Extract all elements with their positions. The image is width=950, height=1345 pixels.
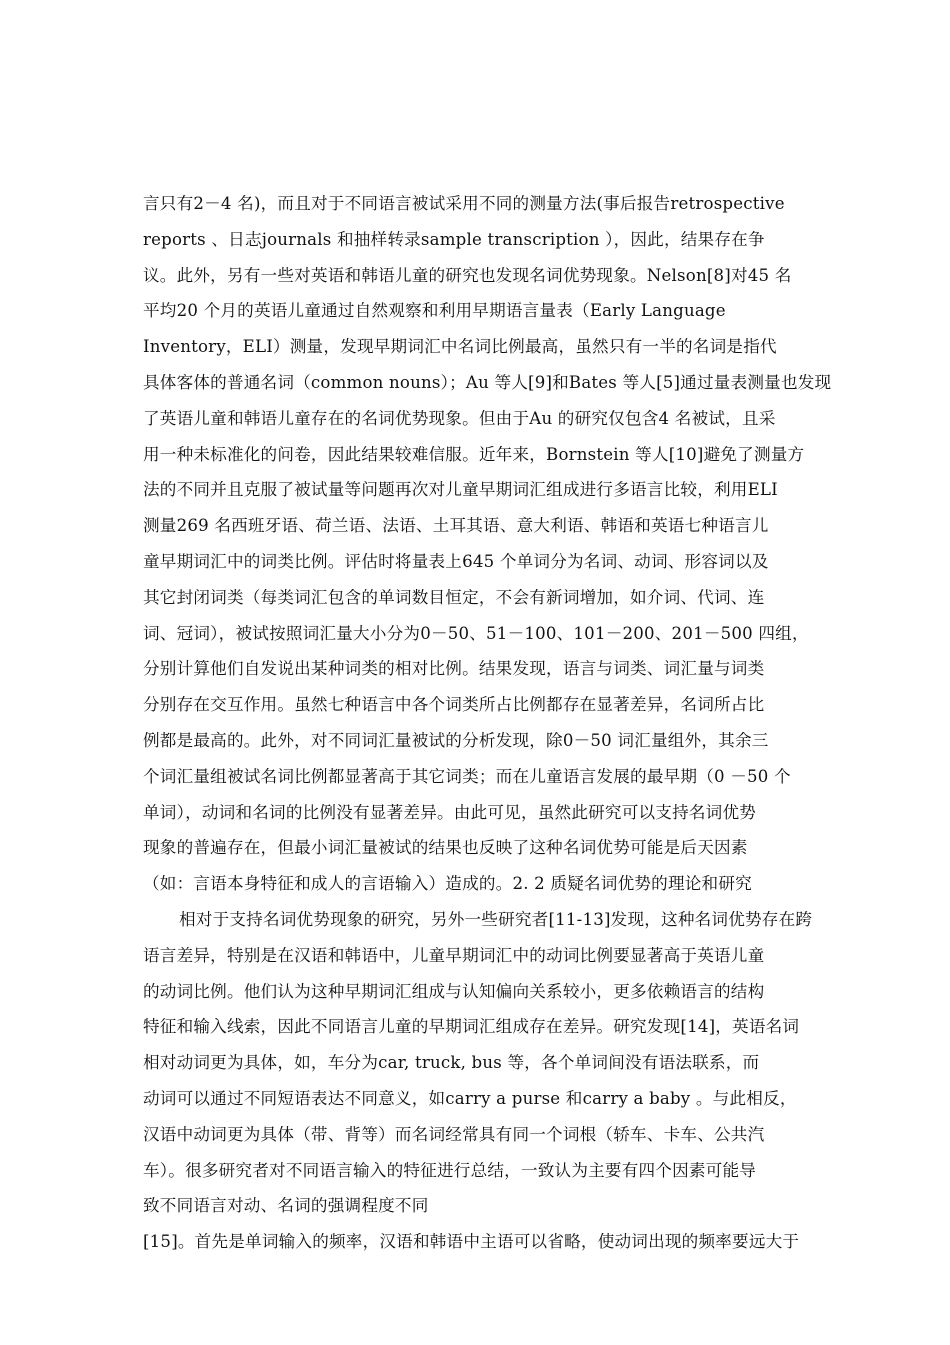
text-line: reports 、日志journals 和抽样转录sample transcription ），因此，结果存在争	[143, 229, 765, 249]
text-line: 法的不同并且克服了被试量等问题再次对儿童早期词汇组成进行多语言比较，利用ELI	[143, 480, 778, 500]
text-line: 其它封闭词类（每类词汇包含的单词数目恒定，不会有新词增加，如介词、代词、连	[143, 587, 765, 607]
text-line: 单词），动词和名词的比例没有显著差异。由此可见，虽然此研究可以支持名词优势	[143, 802, 757, 822]
text-line: 分别存在交互作用。虽然七种语言中各个词类所占比例都存在显著差异，名词所占比	[143, 695, 765, 715]
text-line: 议。此外，另有一些对英语和韩语儿童的研究也发现名词优势现象。Nelson[8]对45 名	[143, 265, 792, 285]
text-line: 车）。很多研究者对不同语言输入的特征进行总结，一致认为主要有四个因素可能导	[143, 1160, 757, 1180]
paragraph-first-line: 相对于支持名词优势现象的研究，另外一些研究者[11-13]发现，这种名词优势存在跨	[179, 909, 813, 929]
text-line: 动词可以通过不同短语表达不同意义，如carry a purse 和carry a baby 。与此相反，	[143, 1088, 797, 1108]
text-line: 个词汇量组被试名词比例都显著高于其它词类；而在儿童语言发展的最早期（0 －50 个	[143, 766, 791, 786]
text-line: 分别计算他们自发说出某种词类的相对比例。结果发现，语言与词类、词汇量与词类	[143, 659, 765, 679]
text-line: 现象的普遍存在，但最小词汇量被试的结果也反映了这种名词优势可能是后天因素	[143, 838, 748, 858]
text-line: Inventory，ELI）测量，发现早期词汇中名词比例最高，虽然只有一半的名词是指代	[143, 337, 777, 357]
text-line: 语言差异，特别是在汉语和韩语中，儿童早期词汇中的动词比例要显著高于英语儿童	[143, 945, 765, 965]
text-line: [15]。首先是单词输入的频率，汉语和韩语中主语可以省略，使动词出现的频率要远大于	[143, 1232, 800, 1252]
text-line: 致不同语言对动、名词的强调程度不同	[143, 1196, 429, 1216]
text-line: 的动词比例。他们认为这种早期词汇组成与认知偏向关系较小，更多依赖语言的结构	[143, 981, 765, 1001]
text-line: （如：言语本身特征和成人的言语输入）造成的。2. 2 质疑名词优势的理论和研究	[143, 874, 752, 894]
body-text	[143, 186, 855, 1260]
text-line: 具体客体的普通名词（common nouns）；Au 等人[9]和Bates 等人[5]通过量表测量也发现	[143, 372, 832, 392]
text-line: 相对动词更为具体，如，车分为car, truck, bus 等，各个单词间没有语法联系，而	[143, 1053, 760, 1073]
text-line: 汉语中动词更为具体（带、背等）而名词经常具有同一个词根（轿车、卡车、公共汽	[143, 1124, 765, 1144]
text-line: 用一种未标准化的问卷，因此结果较难信服。近年来，Bornstein 等人[10]避免了测量方	[143, 444, 805, 464]
text-line: 特征和输入线索，因此不同语言儿童的早期词汇组成存在差异。研究发现[14]，英语名词	[143, 1017, 800, 1037]
text-line: 平均20 个月的英语儿童通过自然观察和利用早期语言量表（Early Language	[143, 301, 726, 321]
text-line: 测量269 名西班牙语、荷兰语、法语、土耳其语、意大利语、韩语和英语七种语言儿	[143, 516, 769, 536]
text-line: 例都是最高的。此外，对不同词汇量被试的分析发现，除0－50 词汇量组外，其余三	[143, 730, 769, 750]
text-line: 童早期词汇中的词类比例。评估时将量表上645 个单词分为名词、动词、形容词以及	[143, 551, 769, 571]
text-line: 词、冠词），被试按照词汇量大小分为0－50、51－100、101－200、201－500 四组，	[143, 623, 809, 643]
text-line: 言只有2－4 名)，而且对于不同语言被试采用不同的测量方法(事后报告retrospective	[143, 194, 785, 213]
text-line: 了英语儿童和韩语儿童存在的名词优势现象。但由于Au 的研究仅包含4 名被试，且采	[143, 408, 776, 428]
